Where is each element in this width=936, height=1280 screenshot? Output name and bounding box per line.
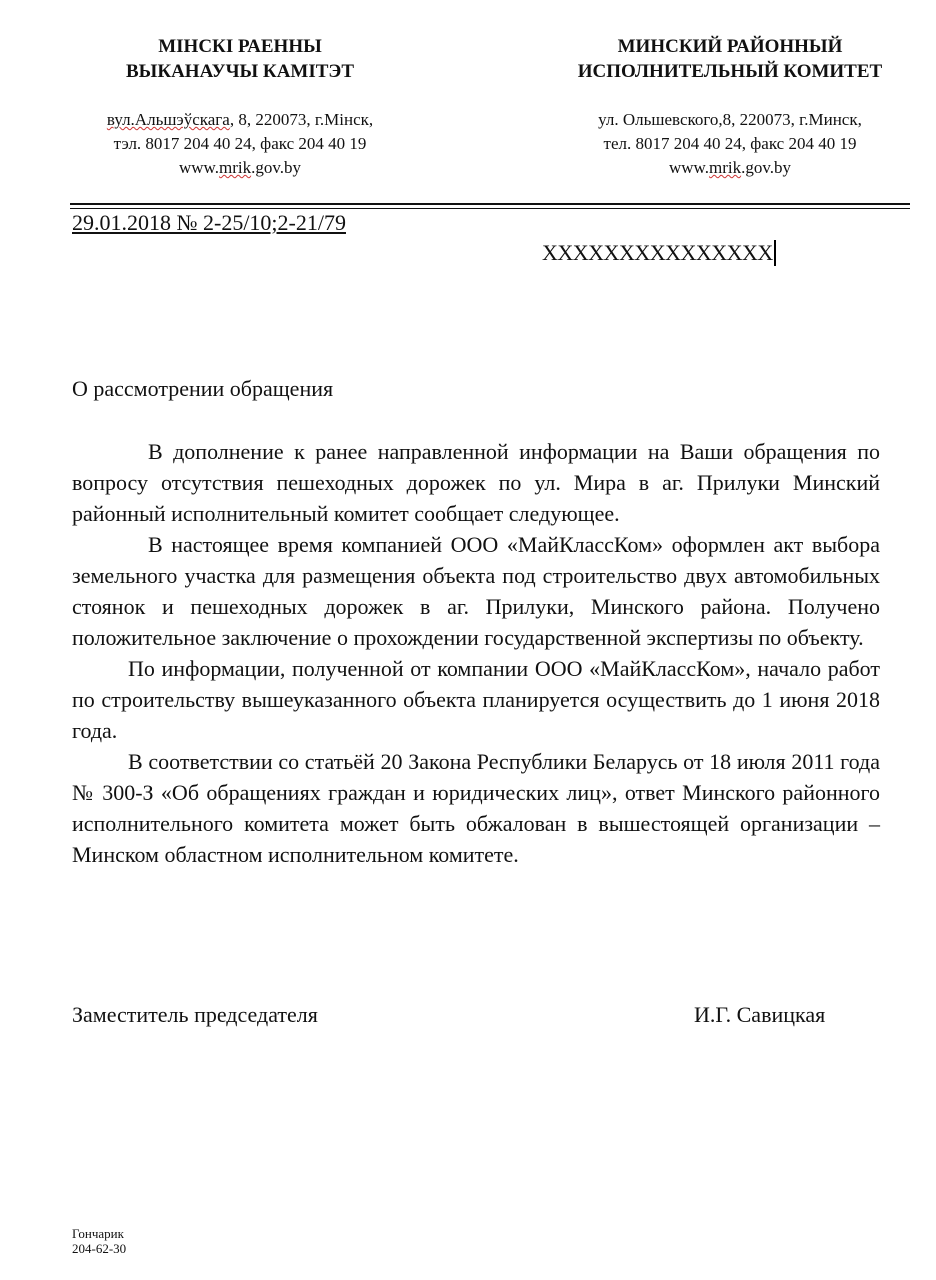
executor-phone: 204-62-30 [72, 1241, 127, 1256]
org-name-ru-line2: ИСПОЛНИТЕЛЬНЫЙ КОМИТЕТ [577, 61, 883, 82]
address-ru: ул. Ольшевского,8, 220073, г.Минск, [598, 110, 862, 129]
org-name-by-line2: ВЫКАНАУЧЫ КАМІТЭТ [125, 61, 354, 82]
letter-body [72, 436, 880, 870]
signatory-position: Заместитель председателя [72, 1002, 318, 1027]
paragraph: В настоящее время компанией ООО «МайКлассКом» оформлен акт выбора земельного участка для размещения объекта под строительство двух автомобильных стоянок и пешеходных дорожек в аг. Прилуки, Минского района. Получено положительное заключение о прохождении государственной экспертизы по объекту. [72, 532, 880, 650]
paragraph: По информации, полученной от компании ООО «МайКлассКом», начало работ по строительству вышеуказанного объекта планируется осуществить до 1 июня 2018 года. [72, 656, 880, 743]
executor-name: Гончарик [72, 1226, 124, 1241]
paragraph: В соответствии со статьёй 20 Закона Республики Беларусь от 18 июля 2011 года № 300-З «Об обращениях граждан и юридических лиц», ответ Минского районного исполнительного комитета может быть обжалован в вышестоящей организации – Минском областном исполнительном комитете. [72, 749, 880, 867]
paragraph: В дополнение к ранее направленной информации на Ваши обращения по вопросу отсутствия пешеходных дорожек по ул. Мира в аг. Прилуки Минский районный исполнительный комитет сообщает следующее. [72, 439, 880, 526]
org-name-by-line1: МІНСКІ РАЕННЫ [158, 36, 322, 57]
website-by: www.mrik.gov.by [179, 158, 301, 177]
letterhead-belarusian [60, 34, 420, 180]
letter-subject: О рассмотрении обращения [72, 376, 334, 401]
org-name-ru-line1: МИНСКИЙ РАЙОННЫЙ [617, 36, 843, 57]
registration-number: 29.01.2018 № 2-25/10;2-21/79 [72, 210, 346, 235]
header-divider-bottom [70, 208, 910, 209]
address-by: вул.Альшэўскага, 8, 220073, г.Мінск, [106, 110, 374, 129]
letterhead-russian [550, 34, 910, 180]
phone-by: тэл. 8017 204 40 24, факс 204 40 19 [113, 134, 367, 153]
executor-info [72, 1226, 126, 1256]
website-ru: www.mrik.gov.by [669, 158, 791, 177]
phone-ru: тел. 8017 204 40 24, факс 204 40 19 [603, 134, 857, 153]
signatory-name: И.Г. Савицкая [694, 1002, 826, 1027]
addressee[interactable]: XXXXXXXXXXXXXXX [542, 240, 776, 266]
header-divider-top [70, 203, 910, 205]
